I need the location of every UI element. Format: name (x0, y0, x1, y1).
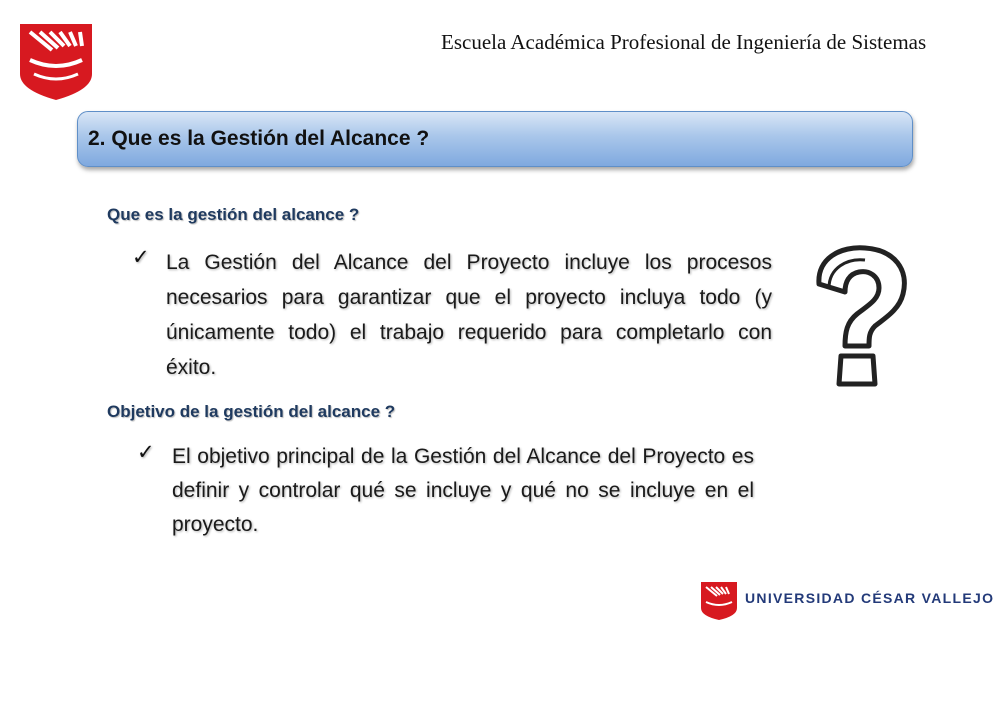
university-shield-logo (699, 580, 739, 622)
school-name: Escuela Académica Profesional de Ingeniería de Sistemas (441, 30, 927, 54)
question-mark-icon (805, 240, 915, 390)
checkmark-icon: ✓ (132, 246, 150, 269)
checkmark-icon: ✓ (137, 441, 155, 464)
slide-title: 2. Que es la Gestión del Alcance ? (88, 127, 430, 150)
objective-paragraph: El objetivo principal de la Gestión del Alcance del Proyecto es definir y controlar qué se incluye y qué no se incluye en el proyecto. (172, 445, 754, 536)
title-bar (77, 111, 913, 167)
section-heading-definition: Que es la gestión del alcance ? (107, 205, 360, 224)
definition-paragraph: La Gestión del Alcance del Proyecto incluye los procesos necesarios para garantizar que el proyecto incluya todo (y únicamente todo) el trabajo requerido para completarlo con éxito. (166, 251, 772, 379)
university-shield-logo (16, 20, 96, 102)
university-name: UNIVERSIDAD CÉSAR VALLEJO (745, 590, 994, 606)
section-heading-objective: Objetivo de la gestión del alcance ? (107, 402, 396, 421)
